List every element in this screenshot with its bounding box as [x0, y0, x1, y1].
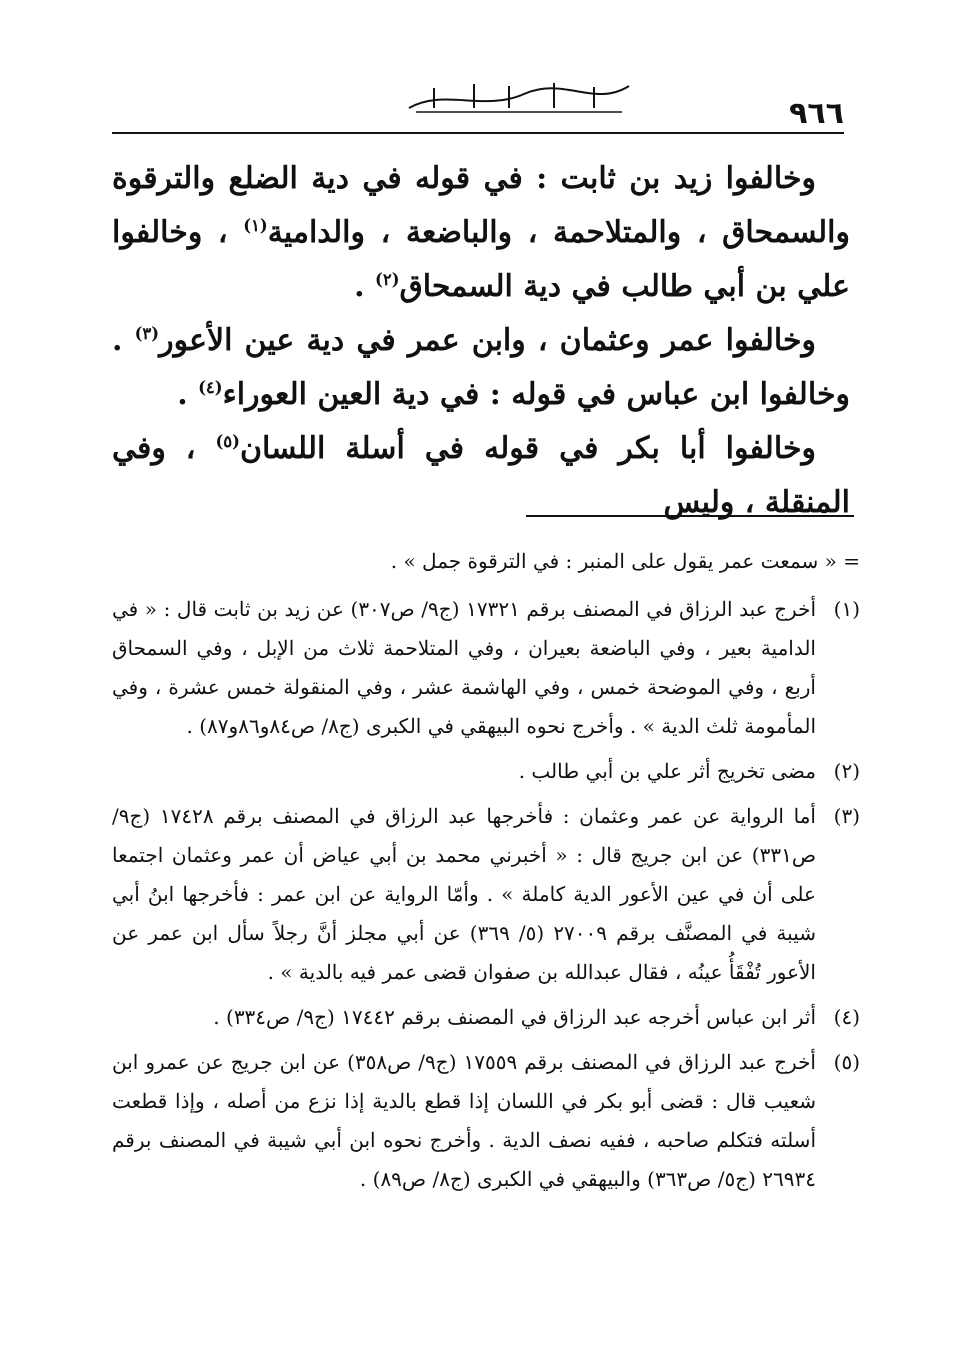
footnote-text: أثر ابن عباس أخرجه عبد الرزاق في المصنف برقم ١٧٤٤٢ (ج٩/ ص٣٣٤) .	[213, 1005, 816, 1029]
footnote-1	[112, 590, 860, 746]
footnote-ref-5[interactable]: (٥)	[215, 432, 240, 451]
footnote-2	[112, 752, 860, 791]
footnote-text: مضى تخريج أثر علي بن أبي طالب .	[518, 759, 816, 783]
footnote-separator	[526, 515, 854, 517]
footnote-text: أما الرواية عن عمر وعثمان : فأخرجها عبد الرزاق في المصنف برقم ١٧٤٢٨ (ج٩/ ص٣٣١) عن ابن جريج قال : « أخبرني محمد بن أبي عياض أن عمر وعثمان اجتمعا على أن في عين الأعور الدية كاملة » . وأمّا الرواية عن ابن عمر : فأخرجها ابنُ أبي شيبة في المصنَّف برقم ٢٧٠٠٩ (٥/ ٣٦٩) عن أبي مجلز أنَّ رجلاً سأل ابن عمر عن الأعور تُفْقَأُ عينُه ، فقال عبدالله بن صفوان قضى عمر فيه بالدية » .	[112, 804, 816, 984]
footnote-5	[112, 1043, 860, 1199]
footnote-ref-2[interactable]: (٢)	[375, 270, 400, 289]
footnote-number: (٣)	[833, 804, 860, 828]
footnote-text: أخرج عبد الرزاق في المصنف برقم ١٧٥٥٩ (ج٩/ ص٣٥٨) عن ابن جريج عن عمرو ابن شعيب قال : قضى أبو بكر في اللسان إذا قطع بالدية إذا نزع من أصله ، وإذا قطعت أسلته فتكلم صاحبه ، ففيه نصف الدية . وأخرج نحوه ابن أبي شيبة في المصنف برقم ٢٦٩٣٤ (ج٥/ ص٣٦٣) والبيهقي في الكبرى (ج٨/ ص٨٩) .	[112, 1050, 816, 1191]
page-number: ٩٦٦	[789, 96, 844, 131]
footnote-ref-3[interactable]: (٣)	[134, 324, 160, 343]
footnote-number: (١)	[833, 597, 860, 621]
footnote-number: (٥)	[833, 1050, 860, 1074]
paragraph-3: وخالفوا أبا بكر في قوله في أسلة اللسان$^{(٥)}$ ، وفي المنقلة ، وليس	[112, 431, 850, 520]
main-text	[112, 152, 850, 530]
footnote-number: (٤)	[833, 1005, 860, 1029]
page-header	[112, 72, 844, 132]
footnote-text: أخرج عبد الرزاق في المصنف برقم ١٧٣٢١ (ج٩/ ص٣٠٧) عن زيد بن ثابت قال : « في الدامية بعير ، وفي الباضعة بعيران ، وفي المتلاحمة ثلاث من الإبل ، وفي السمحاق أربع ، وفي الموضحة خمس ، وفي الهاشمة عشر ، وفي المنقولة خمس عشرة ، وفي المأمومة ثلث الدية » . وأخرج نحوه البيهقي في الكبرى (ج٨/ ص٨٤و٨٦و٨٧) .	[112, 597, 816, 738]
paragraph-1: وخالفوا زيد بن ثابت : في قوله في دية الضلع والترقوة والسمحاق ، والمتلاحمة ، والباضعة ، والدامية$^{(١)}$ ، وخالفوا علي بن أبي طالب في دية السمحاق$^{(٢)}$ .	[112, 161, 850, 304]
footnote-ref-4[interactable]: (٤)	[198, 378, 223, 397]
footnote-4	[112, 998, 860, 1037]
header-rule	[112, 132, 844, 134]
paragraph-2: وخالفوا عمر وعثمان ، وابن عمر في دية عين الأعور$^{(٣)}$ . وخالفوا ابن عباس في قوله : في دية العين العوراء$^{(٤)}$ .	[112, 323, 850, 412]
footnote-3	[112, 797, 860, 992]
footnotes	[112, 542, 860, 1199]
footnote-number: (٢)	[833, 759, 860, 783]
footnote-ref-1[interactable]: (١)	[243, 216, 268, 235]
footnote-continuation: = « سمعت عمر يقول على المنبر : في الترقوة جمل » .	[390, 549, 860, 573]
